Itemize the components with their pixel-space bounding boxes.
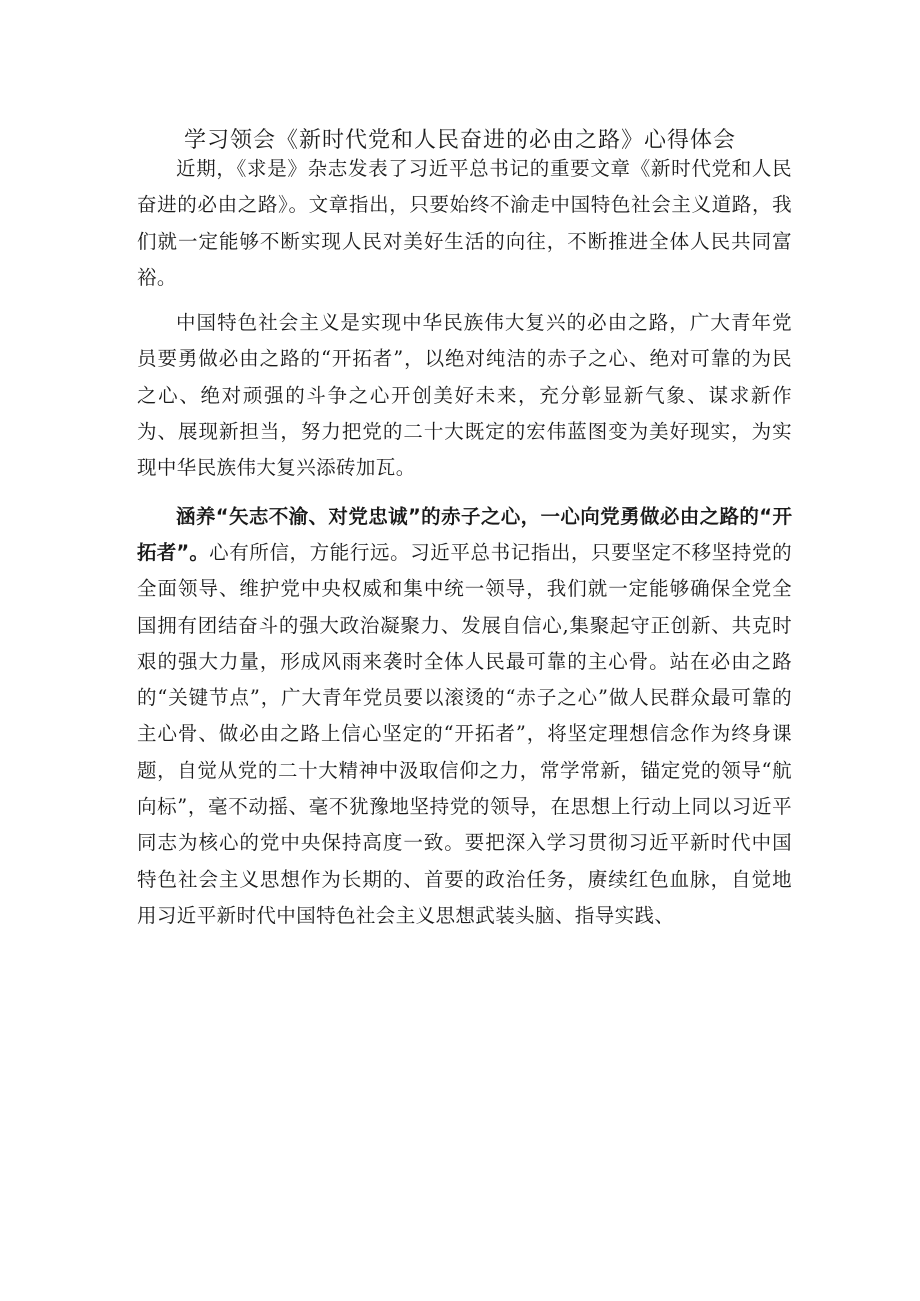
paragraph-1 bbox=[137, 151, 792, 296]
paragraph-3-text: 心有所信，方能行远。习近平总书记指出，只要坚定不移坚持党的全面领导、维护党中央权威和集中统一领导，我们就一定能够确保全党全国拥有团结奋斗的强大政治凝聚力、发展自信心,集聚起守正创新、共克时艰的强大力量，形成风雨来袭时全体人民最可靠的主心骨。站在必由之路的“关键节点”，广大青年党员要以滚烫的“赤子之心”做人民群众最可靠的主心骨、做必由之路上信心坚定的“开拓者”，将坚定理想信念作为终身课题，自觉从党的二十大精神中汲取信仰之力，常学常新，锚定党的领导“航向标”，毫不动摇、毫不犹豫地坚持党的领导，在思想上行动上同以习近平同志为核心的党中央保持高度一致。要把深入学习贯彻习近平新时代中国特色社会主义思想作为长期的、首要的政治任务，赓续红色血脉，自觉地用习近平新时代中国特色社会主义思想武装头脑、指导实践、 bbox=[137, 540, 792, 927]
paragraph-1-text: 近期，《求是》杂志发表了习近平总书记的重要文章《新时代党和人民奋进的必由之路》。文章指出，只要始终不渝走中国特色社会主义道路，我们就一定能够不断实现人民对美好生活的向往，不断推进全体人民共同富裕。 bbox=[137, 157, 792, 289]
paragraph-3-lead-heading: 涵养“矢志不渝、对党忠诚”的赤子之心，一心向党勇做必由之路的“开拓者”。 bbox=[137, 504, 792, 564]
paragraph-2-text: 中国特色社会主义是实现中华民族伟大复兴的必由之路，广大青年党员要勇做必由之路的“开拓者”，以绝对纯洁的赤子之心、绝对可靠的为民之心、绝对顽强的斗争之心开创美好未来，充分彰显新气象、谋求新作为、展现新担当，努力把党的二十大既定的宏伟蓝图变为美好现实，为实现中华民族伟大复兴添砖加瓦。 bbox=[137, 311, 792, 480]
document-body bbox=[137, 151, 792, 934]
paragraph-3 bbox=[137, 499, 792, 935]
paragraph-2 bbox=[137, 305, 792, 486]
document-title: 学习领会《新时代党和人民奋进的必由之路》心得体会 bbox=[183, 128, 736, 153]
